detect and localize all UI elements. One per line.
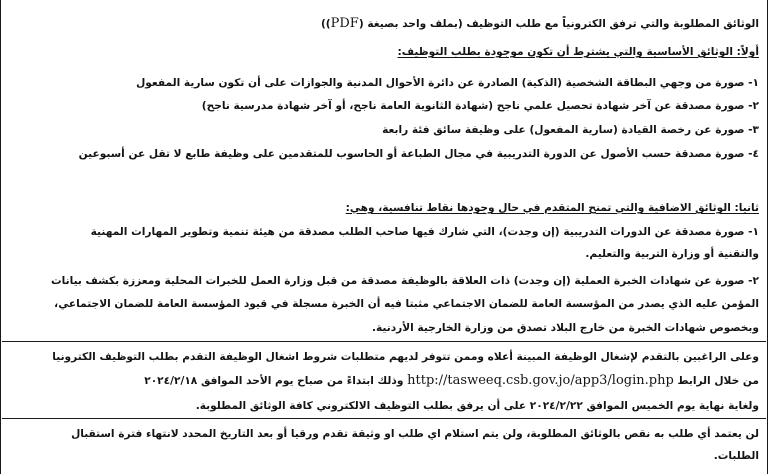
section2-item-2-line-3: وبخصوص شهادات الخبرة من خارج البلاد تصدق من وزارة الخارجية الأردنية. bbox=[371, 322, 759, 334]
section2-item-2-line-2: المؤمن عليه الذي يصدر من المؤسسة العامة للضمان الاجتماعي مثبتا فيه أن الخبرة مسجلة في قيود المؤسسة العامة للضمان الاجتماعي، bbox=[54, 298, 759, 310]
section1-title: أولاً: الوثائق الأساسية والتي يشترط أن تكون موجودة بطلب التوظيف: bbox=[397, 46, 759, 58]
divider-top bbox=[2, 341, 766, 342]
section2-item-1-line-1: ١- صورة مصدقة عن الدورات التدريبية (إن وجدت)، التي شارك فيها صاحب الطلب مصدقة من هيئة تنمية وتطوير المهارات المهنية bbox=[90, 226, 759, 238]
section2-title: ثانيا: الوثائق الاضافية والتي تمنح المتقدم في حال وجودها نقاط تنافسية، وهي: bbox=[345, 202, 759, 214]
closing-line-3: ولغاية نهاية يوم الخميس الموافق ٢٠٢٤/٢/٢٢ على أن يرفق بطلب التوظيف الالكتروني كافة الوثائق المطلوبة. bbox=[195, 400, 759, 412]
heading-close: )) bbox=[320, 18, 331, 30]
closing-start-date: وذلك ابتداءً من صباح يوم الأحد الموافق ٢٠٢٤/٢/١٨ bbox=[144, 375, 404, 387]
section2-item-1-line-2: والتقنية أو وزارة التربية والتعليم. bbox=[585, 248, 759, 260]
section1-item-2: ٢- صورة مصدقة عن آخر شهادة تحصيل علمي ناجح (شهادة الثانوية العامة ناجح، أو آخر شهادة مدرسية ناجح) bbox=[201, 100, 759, 112]
closing-line-1: وعلى الراغبين بالتقدم لإشغال الوظيفة المبينة أعلاه وممن تتوفر لديهم متطلبات شروط اشغال الوظيفة التقدم بطلب التوظيف الكترونيا bbox=[52, 351, 759, 363]
heading-text: الوثائق المطلوبة والتي ترفق الكترونياً مع طلب التوظيف (بملف واحد بصيغة ( bbox=[358, 18, 759, 30]
pdf-format-label: PDF bbox=[330, 16, 359, 31]
section1-item-1: ١- صورة من وجهي البطاقة الشخصية (الذكية) الصادرة عن دائرة الأحوال المدنية والجوازات على أن تكون سارية المفعول bbox=[136, 77, 759, 89]
closing-line-2 bbox=[9, 373, 759, 389]
notice-line-1: لن يعتمد أي طلب به نقص بالوثائق المطلوبة، ولن يتم استلام اي طلب او وثيقة تقدم ورقيا أو بعد التاريخ المحدد لانتهاء فترة استقبال bbox=[71, 428, 759, 440]
section2-item-2-line-1: ٢- صورة عن شهادات الخبرة العملية (إن وجدت) ذات العلاقة بالوظيفة مصدقة من قبل وزارة العمل للخبرات المحلية ومعززة بكشف بيانات bbox=[50, 275, 759, 287]
divider-bottom bbox=[2, 418, 766, 419]
closing-link-intro: من خلال الرابط bbox=[677, 375, 759, 387]
section1-item-3: ٣- صورة عن رخصة القيادة (سارية المفعول) على وظيفة سائق فئة رابعة bbox=[382, 124, 759, 136]
section1-item-4: ٤- صورة مصدقة حسب الأصول عن الدورة التدريبية في مجال الطباعة أو الحاسوب للمتقدمين على وظيفة طابع لا تقل عن أسبوعين bbox=[78, 148, 759, 160]
required-documents-heading bbox=[9, 16, 759, 32]
notice-line-2: الطلبات. bbox=[713, 450, 759, 462]
application-link[interactable]: http://tasweeq.csb.gov.jo/app3/login.php bbox=[407, 373, 674, 388]
